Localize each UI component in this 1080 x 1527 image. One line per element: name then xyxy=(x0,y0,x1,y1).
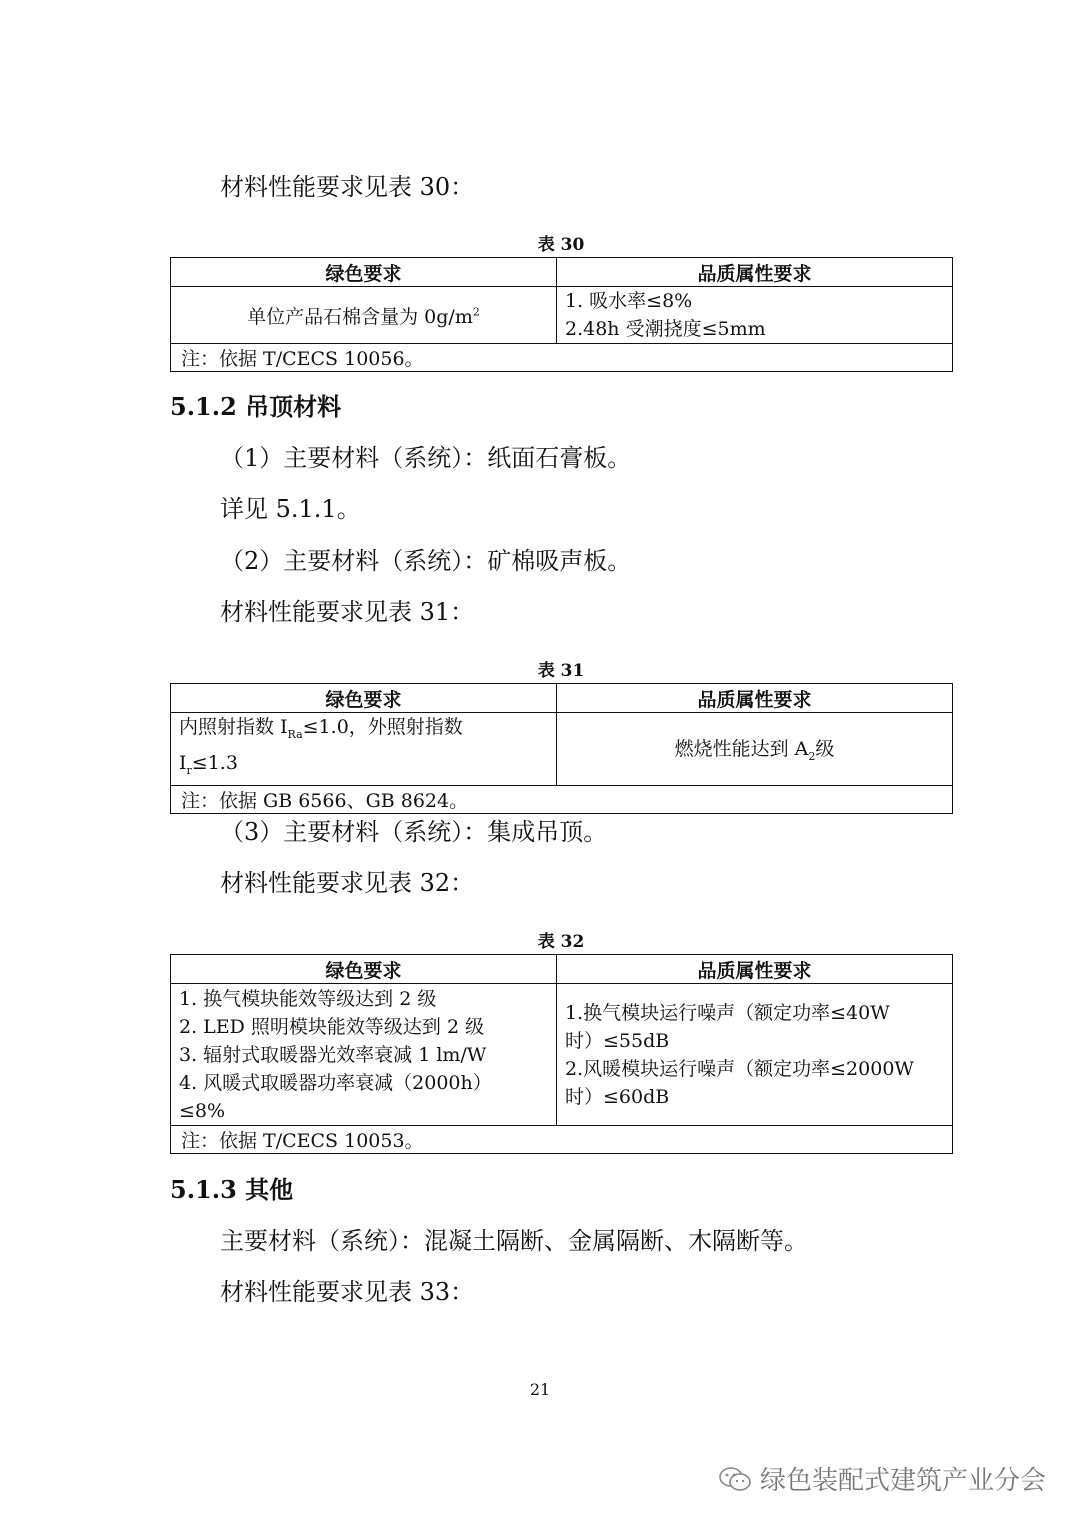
green-requirement-text: 单位产品石棉含量为 0g/m xyxy=(247,305,473,328)
table-note-row xyxy=(171,785,953,813)
header-green: 绿色要求 xyxy=(171,258,557,287)
table-row xyxy=(171,984,953,1126)
header-quality: 品质属性要求 xyxy=(557,258,953,287)
paragraph-item-1: （1）主要材料（系统）：纸面石膏板。 xyxy=(220,444,632,472)
quality-requirement-cell xyxy=(557,984,953,1126)
green-line: 4. 风暖式取暖器功率衰减（2000h） xyxy=(179,1071,492,1094)
section-heading-5-1-2: 5.1.2 吊顶材料 xyxy=(170,392,342,421)
superscript: 2 xyxy=(472,305,480,319)
table-32 xyxy=(170,954,953,1154)
paragraph-intro-33: 材料性能要求见表 33： xyxy=(220,1278,475,1306)
header-quality: 品质属性要求 xyxy=(557,684,953,713)
green-requirement-cell xyxy=(171,984,557,1126)
wechat-icon xyxy=(718,1466,752,1492)
header-quality: 品质属性要求 xyxy=(557,955,953,984)
page-number: 21 xyxy=(529,1380,551,1399)
quality-line: 时）≤55dB xyxy=(565,1029,670,1052)
quality-line: 2.风暖模块运行噪声（额定功率≤2000W xyxy=(565,1057,914,1080)
text: 级 xyxy=(815,738,835,761)
quality-line: 时）≤60dB xyxy=(565,1085,670,1108)
green-line: 1. 换气模块能效等级达到 2 级 xyxy=(179,987,437,1010)
paragraph-item-2: （2）主要材料（系统）：矿棉吸声板。 xyxy=(220,547,632,575)
subscript: Ra xyxy=(287,727,303,741)
quality-line: 1. 吸水率≤8% xyxy=(565,290,693,312)
watermark-text: 绿色装配式建筑产业分会 xyxy=(759,1466,1046,1496)
paragraph-other-materials: 主要材料（系统）：混凝土隔断、金属隔断、木隔断等。 xyxy=(220,1227,808,1255)
subscript: 2 xyxy=(808,750,816,764)
header-green: 绿色要求 xyxy=(171,684,557,713)
section-heading-5-1-3: 5.1.3 其他 xyxy=(170,1175,294,1204)
green-requirement-cell xyxy=(171,287,557,344)
quality-requirement-cell xyxy=(557,287,953,344)
table-31 xyxy=(170,683,953,814)
text: ≤1.0，外照射指数 xyxy=(302,716,463,738)
header-green: 绿色要求 xyxy=(171,955,557,984)
quality-line: 1.换气模块运行噪声（额定功率≤40W xyxy=(565,1001,890,1024)
table-30 xyxy=(170,257,953,372)
green-line: ≤8% xyxy=(179,1099,226,1122)
table-header-row xyxy=(171,684,953,713)
quality-line: 2.48h 受潮挠度≤5mm xyxy=(565,318,766,340)
text: 燃烧性能达到 A xyxy=(674,738,809,761)
paragraph-intro-32: 材料性能要求见表 32： xyxy=(220,869,475,897)
paragraph-intro-31: 材料性能要求见表 31： xyxy=(220,598,475,626)
table-note-row xyxy=(171,344,953,372)
text: I xyxy=(179,751,187,774)
text: ≤1.3 xyxy=(191,751,238,774)
text: 内照射指数 I xyxy=(179,716,288,738)
table-31-caption: 表 31 xyxy=(537,661,585,681)
table-header-row xyxy=(171,258,953,287)
paragraph-item-3: （3）主要材料（系统）：集成吊顶。 xyxy=(220,818,608,846)
subscript: r xyxy=(186,763,192,777)
table-row xyxy=(171,713,953,786)
table-header-row xyxy=(171,955,953,984)
paragraph-see-511: 详见 5.1.1。 xyxy=(220,495,361,523)
green-requirement-cell xyxy=(171,713,557,786)
green-line: 2. LED 照明模块能效等级达到 2 级 xyxy=(179,1015,485,1038)
table-32-caption: 表 32 xyxy=(537,932,585,952)
quality-requirement-cell xyxy=(557,713,953,786)
green-line: 3. 辐射式取暖器光效率衰减 1 lm/W xyxy=(179,1043,487,1066)
watermark xyxy=(718,1460,1046,1497)
table-note-row xyxy=(171,1126,953,1154)
table-note: 注：依据 GB 6566、GB 8624。 xyxy=(171,785,953,813)
table-30-caption: 表 30 xyxy=(537,235,585,255)
table-note: 注：依据 T/CECS 10053。 xyxy=(171,1126,953,1154)
table-note: 注：依据 T/CECS 10056。 xyxy=(171,344,953,372)
paragraph-intro-30: 材料性能要求见表 30： xyxy=(220,173,475,201)
green-line xyxy=(179,713,548,749)
green-line xyxy=(179,749,548,785)
table-row xyxy=(171,287,953,344)
